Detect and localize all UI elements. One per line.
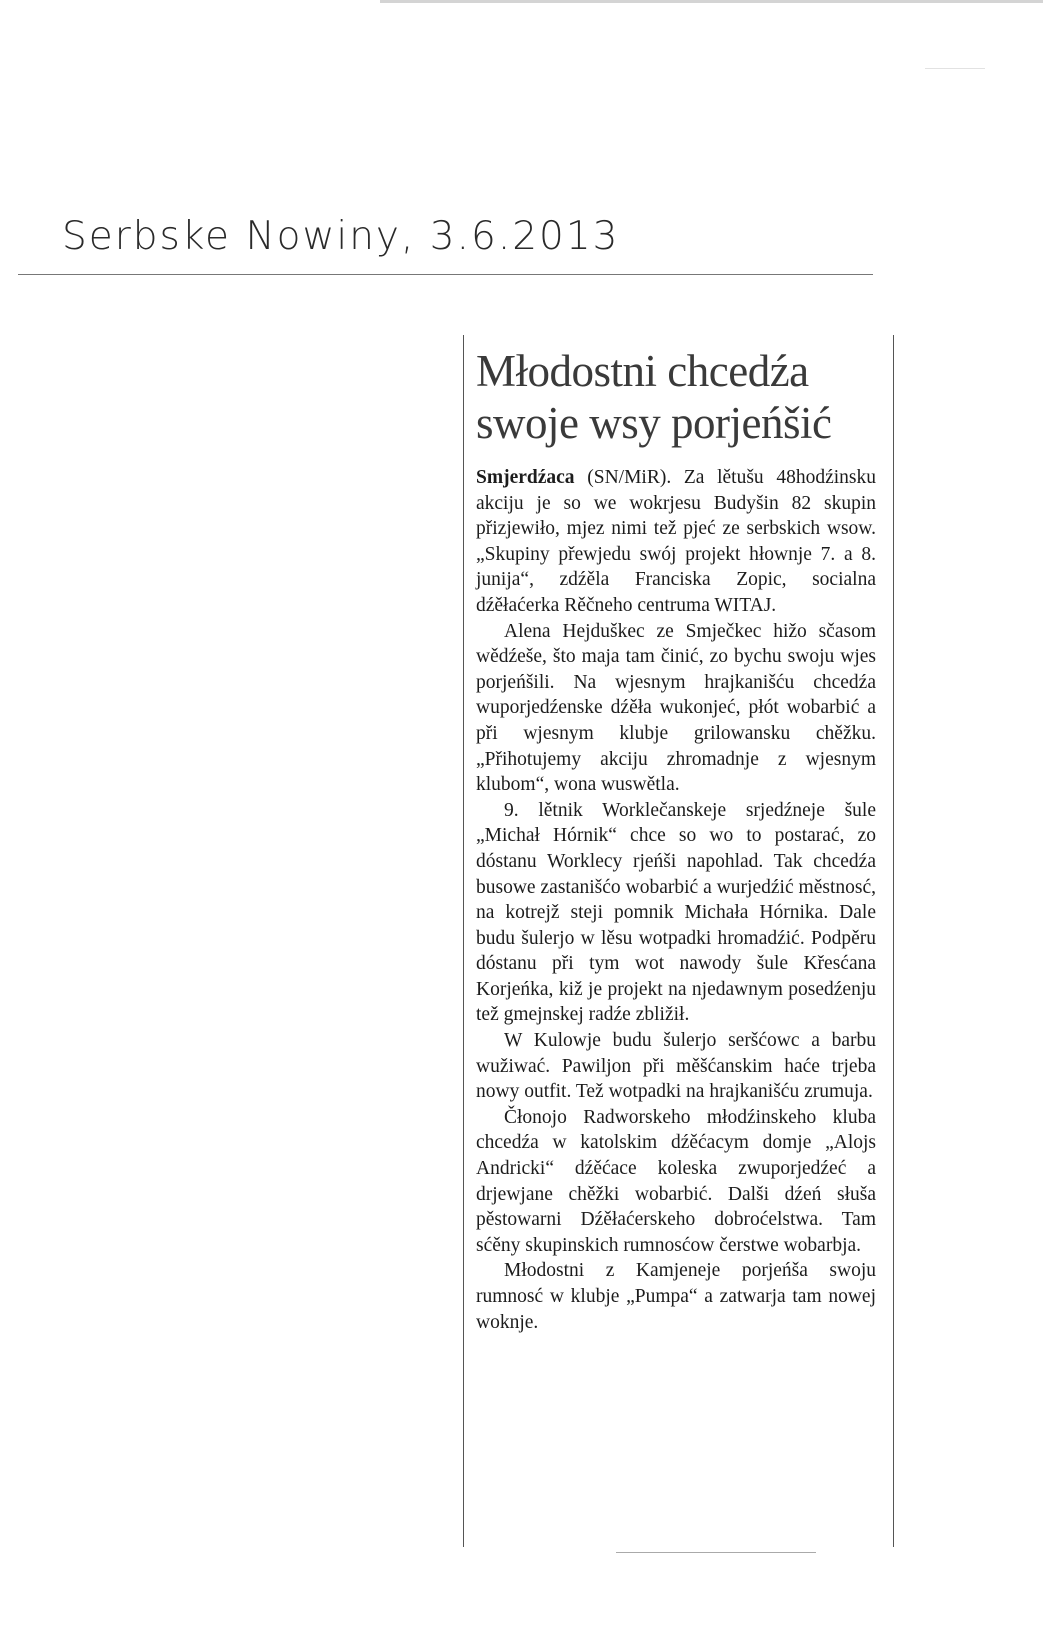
article-headline: Młodostni chcedźa swoje wsy porjeńšić [476, 346, 832, 448]
article-paragraph-5: Čłonojo Radworskeho młodźinskeho kluba chcedźa w katolskim dźěćacym domje „Alojs Andricki“ dźěćace koleska zwuporjedźeć a drjewjane chěžki wobarbić. Dalši dźeń słuša pěstowarni Dźěłaćerskeho dobroćelstwa. Tam sćěny skupinskich rumnosćow čerstwe wobarbja. [476, 1106, 876, 1256]
clipping-bottom-rule [616, 1552, 816, 1553]
article-dateline: Smjerdźaca [476, 467, 575, 488]
source-annotation [18, 212, 873, 275]
article-body [476, 465, 876, 1335]
article-paragraph-1-text: (SN/MiR). Za lětušu 48hodźinsku akciju je so we wokrjesu Budyšin 82 skupin přizjewiło, mjez nimi tež pjeć ze serbskich wsow. „Skupiny přewjedu swój projekt hłownje 7. a 8. junija“, zdźěla Franciska Zopic, socialna dźěłaćerka Rěčneho centruma WITAJ. [476, 467, 876, 616]
source-annotation-text: Serbske Nowiny, 3.6.2013 [62, 214, 620, 259]
article-paragraph-1 [476, 465, 876, 619]
scan-corner-mark [925, 68, 985, 69]
article-paragraph-6: Młodostni z Kamjeneje porjeńša swoju rumnosć w klubje „Pumpa“ a zatwarja tam nowej woknje. [476, 1260, 876, 1333]
article-paragraph-2: Alena Hejduškec ze Smječkec hižo sčasom wědźeše, što maja tam činić, zo bychu swoju wjes porjeńšili. Na wjesnym hrajkanišću chcedźa wuporjedźenske dźěła wukonjeć, płót wobarbić a při wjesnym klubje grilowansku chěžku. „Přihotujemy akciju zhromadnje z wjesnym klubom“, wona wuswětla. [476, 620, 876, 796]
scan-top-edge-line [380, 0, 1043, 3]
article-paragraph-3: 9. lětnik Worklečanskeje srjedźneje šule „Michał Hórnik“ chce so wo to postarać, zo dóstanu Worklecy rjeńši napohlad. Tak chcedźa busowe zastanišćo wobarbić a wurjedźić městnosć, na kotrejž steji pomnik Michała Hórnika. Dale budu šulerjo w lěsu wotpadki hromadźić. Podpěru dóstanu při tym wot nawody šule Křesćana Korjeńka, kiž je projekt na njedawnym posedźenju tež gmejnskej radźe zbližił. [476, 799, 876, 1026]
newspaper-clipping [463, 335, 894, 1547]
article-paragraph-4: W Kulowje budu šulerjo seršćowc a barbu wužiwać. Pawiljon při měšćanskim haće trjeba nowy outfit. Tež wotpadki na hrajkanišću zrumuja. [476, 1030, 876, 1103]
